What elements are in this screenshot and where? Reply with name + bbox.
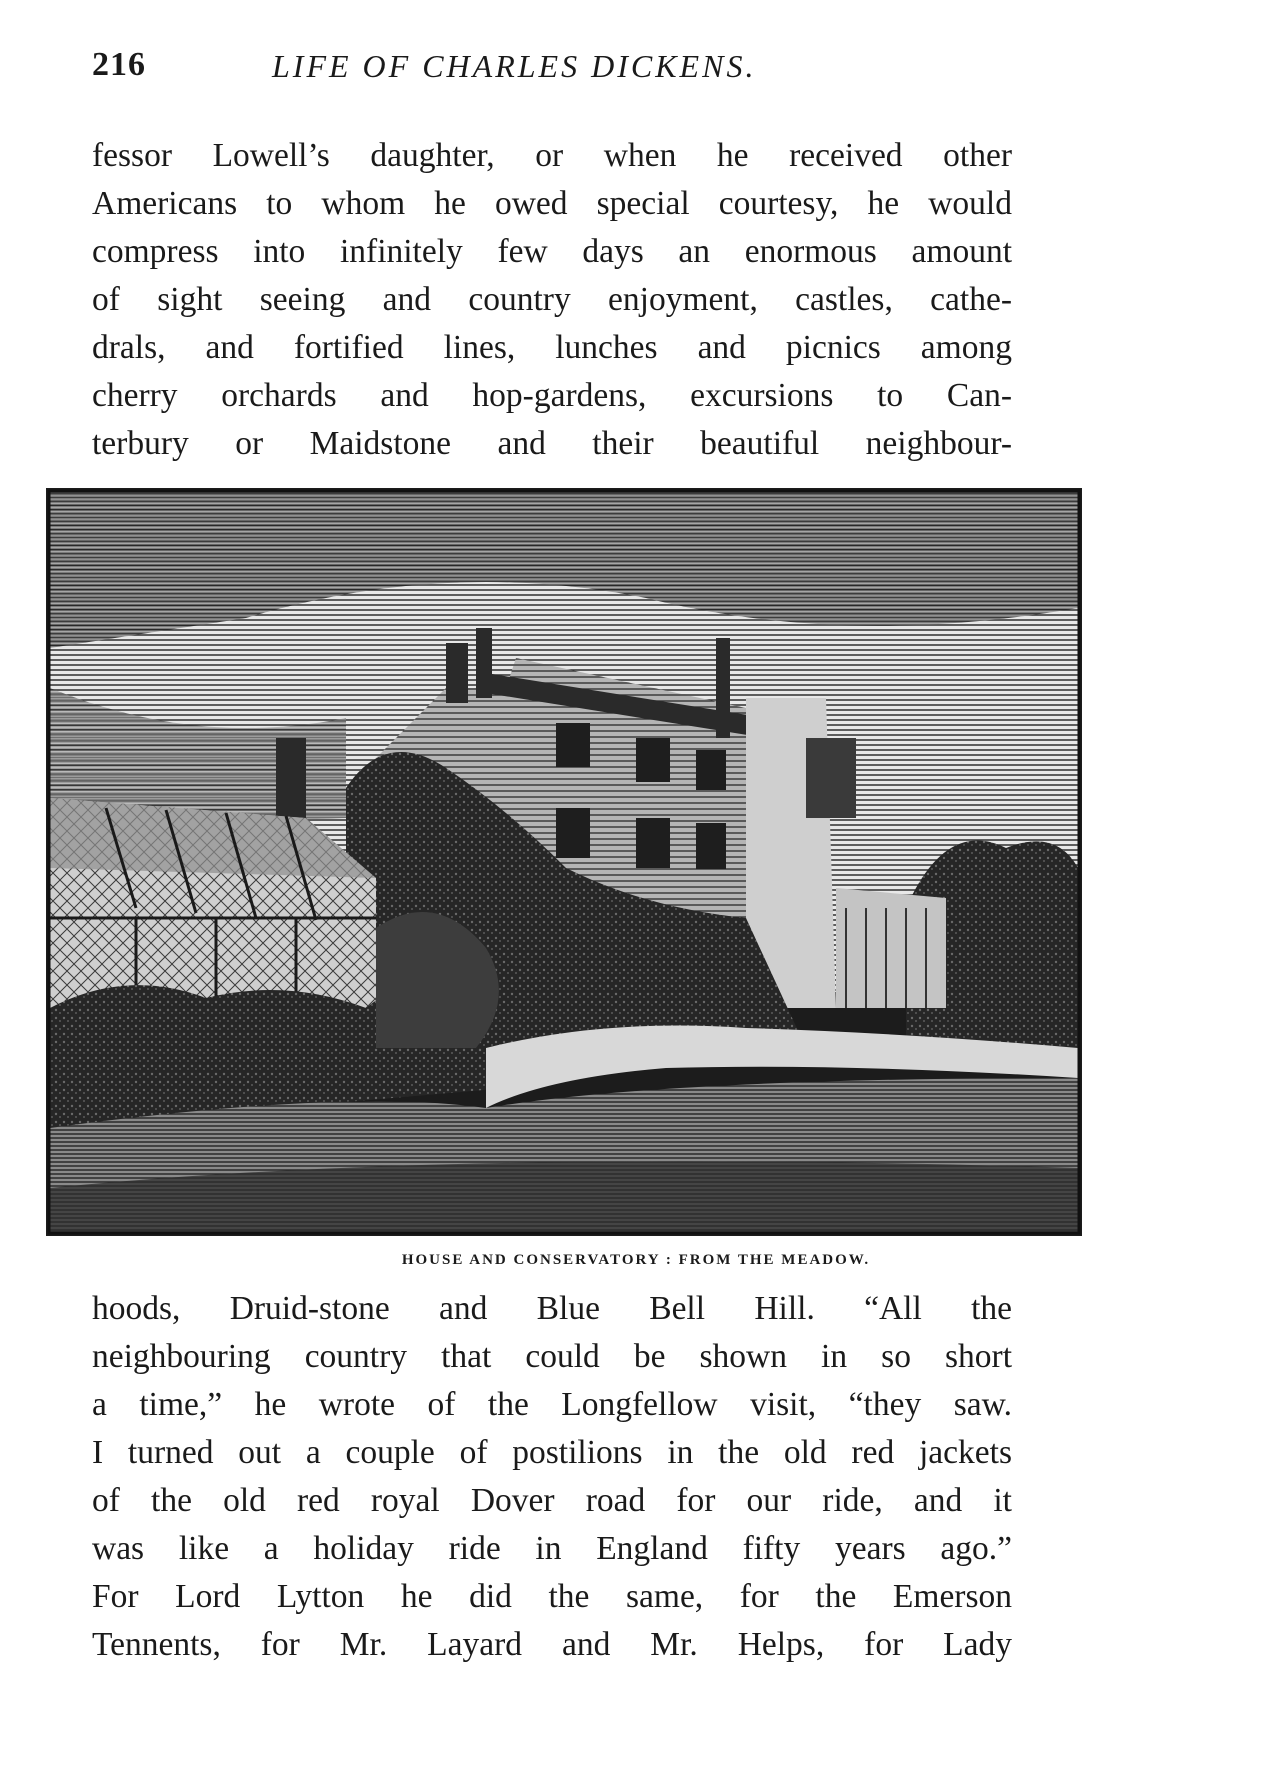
page-header bbox=[92, 46, 1012, 94]
text-line: fessor Lowell’s daughter, or when he received other bbox=[92, 137, 1012, 174]
text-line: of the old red royal Dover road for our ride, and it bbox=[92, 1482, 1012, 1519]
running-head: LIFE OF CHARLES DICKENS. bbox=[272, 48, 757, 84]
body-text-top bbox=[92, 132, 1012, 468]
text-line: compress into infinitely few days an enormous amount bbox=[92, 233, 1012, 270]
text-line: terbury or Maidstone and their beautiful neighbour- bbox=[92, 425, 1012, 462]
text-line: Tennents, for Mr. Layard and Mr. Helps, for Lady bbox=[92, 1626, 1012, 1663]
text-line: For Lord Lytton he did the same, for the Emerson bbox=[92, 1578, 1012, 1615]
text-line: was like a holiday ride in England fifty years ago.” bbox=[92, 1530, 1012, 1567]
engraving-illustration bbox=[46, 488, 1082, 1236]
text-line: I turned out a couple of postilions in the old red jackets bbox=[92, 1434, 1012, 1471]
engraving-drawing bbox=[46, 488, 1082, 1236]
text-line: cherry orchards and hop-gardens, excursions to Can- bbox=[92, 377, 1012, 414]
body-text-bottom bbox=[92, 1285, 1012, 1669]
text-line: a time,” he wrote of the Longfellow visit, “they saw. bbox=[92, 1386, 1012, 1423]
text-line: of sight seeing and country enjoyment, castles, cathe- bbox=[92, 281, 1012, 318]
page-number: 216 bbox=[92, 46, 146, 83]
figure-caption: HOUSE AND CONSERVATORY : FROM THE MEADOW. bbox=[401, 1252, 871, 1268]
text-line: hoods, Druid-stone and Blue Bell Hill. “All the bbox=[92, 1290, 1012, 1327]
text-line: neighbouring country that could be shown in so short bbox=[92, 1338, 1012, 1375]
text-line: Americans to whom he owed special courtesy, he would bbox=[92, 185, 1012, 222]
text-line: drals, and fortified lines, lunches and picnics among bbox=[92, 329, 1012, 366]
